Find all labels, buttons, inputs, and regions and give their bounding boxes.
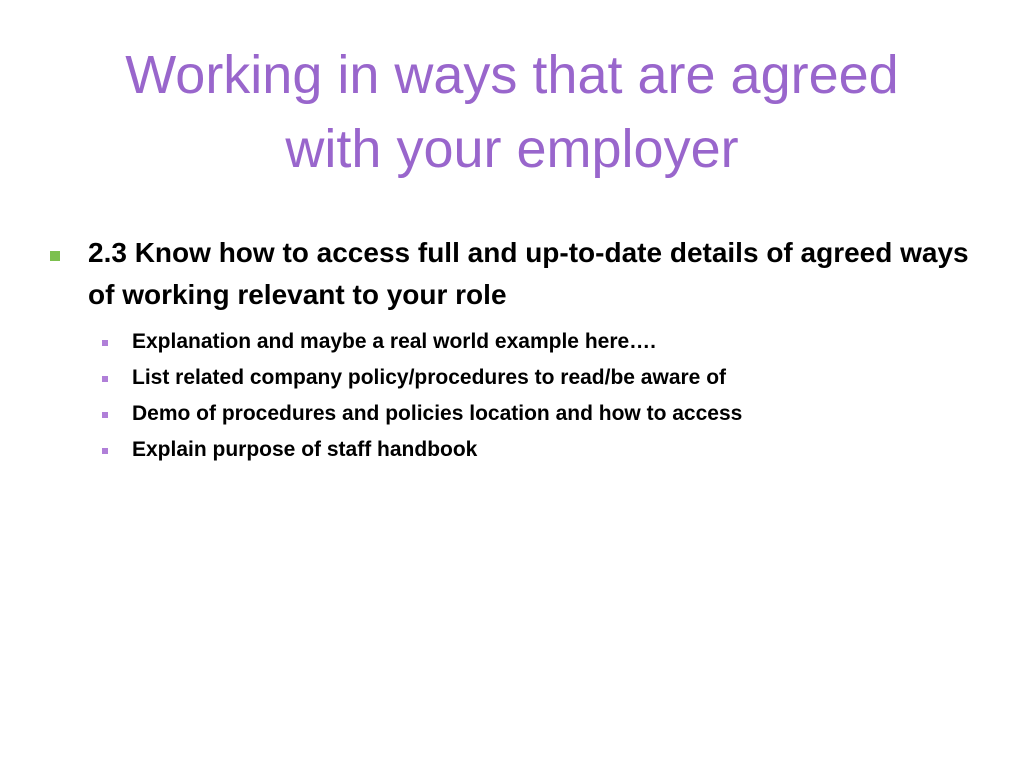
main-bullet-text: 2.3 Know how to access full and up-to-date details of agreed ways of working relevant to your role [88,237,969,310]
purple-square-bullet-icon [102,340,108,346]
sub-bullet-text: Explanation and maybe a real world example here…. [132,330,657,353]
sub-bullet-text: Demo of procedures and policies location and how to access [132,402,743,425]
green-square-bullet-icon [50,251,60,261]
slide-body [48,232,978,468]
sub-bullet-item [98,396,978,432]
sub-bullet-item [98,432,978,468]
purple-square-bullet-icon [102,376,108,382]
slide-title-line-2: with your employer [285,119,739,179]
sub-bullet-item [98,324,978,360]
purple-square-bullet-icon [102,412,108,418]
sub-bullet-item [98,360,978,396]
slide-title [40,38,984,186]
purple-square-bullet-icon [102,448,108,454]
sub-bullet-list [48,324,978,468]
sub-bullet-text: List related company policy/procedures to read/be aware of [132,366,727,389]
slide-title-line-1: Working in ways that are agreed [125,45,899,105]
sub-bullet-text: Explain purpose of staff handbook [132,438,478,461]
main-bullet [48,232,978,316]
